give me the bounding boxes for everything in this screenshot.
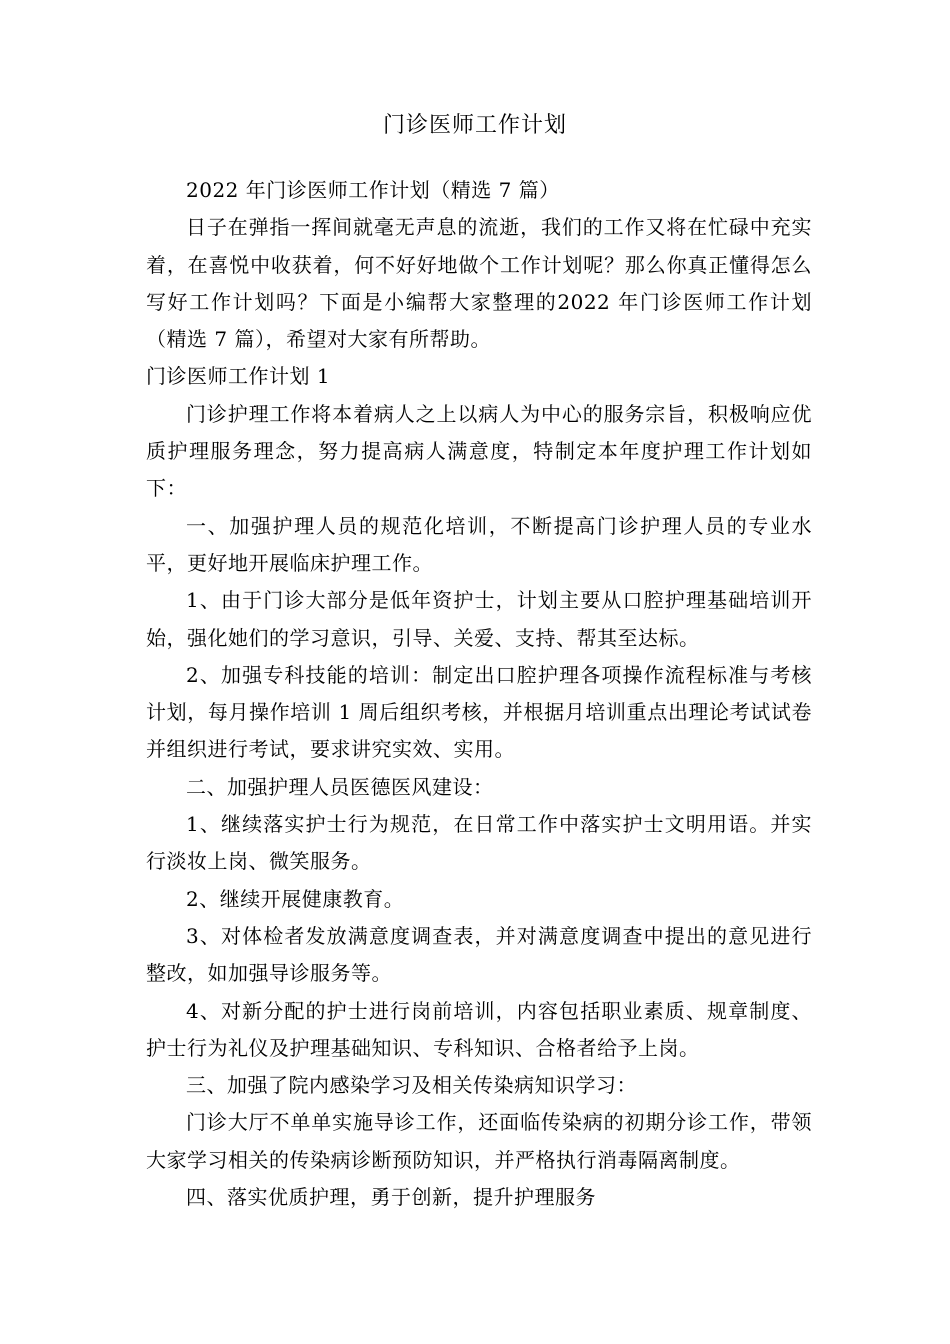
paragraph: 二、加强护理人员医德医风建设： [186,774,494,799]
paragraph: 门诊大厅不单单实施导诊工作，还面临传染病的初期分诊工作，带领大家学习相关的传染病诊断预防知识，并严格执行消毒隔离制度。 [146,1110,812,1172]
document-body [146,172,812,1216]
paragraph: 4、对新分配的护士进行岗前培训，内容包括职业素质、规章制度、护士行为礼仪及护理基础知识、专科知识、合格者给予上岗。 [146,998,812,1060]
paragraph: 1、由于门诊大部分是低年资护士，计划主要从口腔护理基础培训开始，强化她们的学习意识，引导、关爱、支持、帮其至达标。 [146,588,812,650]
section-heading: 门诊医师工作计划 1 [146,364,331,389]
paragraph: 三、加强了院内感染学习及相关传染病知识学习： [186,1073,637,1098]
document-title: 门诊医师工作计划 [382,113,567,138]
paragraph: 四、落实优质护理，勇于创新，提升护理服务 [186,1185,596,1210]
paragraph: 1、继续落实护士行为规范，在日常工作中落实护士文明用语。并实行淡妆上岗、微笑服务。 [146,812,812,874]
paragraph: 日子在弹指一挥间就毫无声息的流逝，我们的工作又将在忙碌中充实着，在喜悦中收获着，何不好好地做个工作计划呢？那么你真正懂得怎么写好工作计划吗？下面是小编帮大家整理的2022 年门诊医师工作计划（精选 7 篇），希望对大家有所帮助。 [146,215,812,352]
paragraph: 2、继续开展健康教育。 [186,886,405,911]
paragraph: 2、加强专科技能的培训：制定出口腔护理各项操作流程标准与考核计划，每月操作培训 1 周后组织考核，并根据月培训重点出理论考试试卷并组织进行考试，要求讲究实效、实用。 [146,662,812,762]
paragraph: 3、对体检者发放满意度调查表，并对满意度调查中提出的意见进行整改，如加强导诊服务等。 [146,923,812,986]
paragraph: 2022 年门诊医师工作计划（精选 7 篇） [186,178,560,202]
paragraph: 门诊护理工作将本着病人之上以病人为中心的服务宗旨，积极响应优质护理服务理念，努力提高病人满意度，特制定本年度护理工作计划如下： [146,401,812,501]
paragraph: 一、加强护理人员的规范化培训，不断提高门诊护理人员的专业水平，更好地开展临床护理工作。 [146,513,812,575]
